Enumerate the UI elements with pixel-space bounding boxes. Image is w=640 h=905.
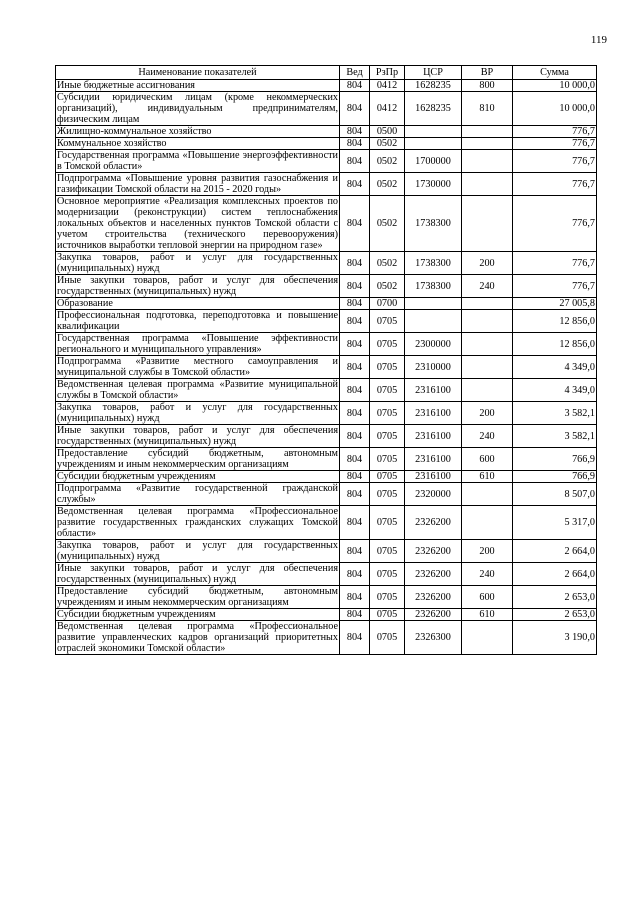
cell-sum: 2 664,0 bbox=[513, 563, 597, 586]
cell-ved: 804 bbox=[340, 173, 370, 196]
cell-csr: 1628235 bbox=[405, 80, 462, 92]
table-row bbox=[56, 173, 597, 196]
cell-vr: 240 bbox=[462, 425, 513, 448]
cell-name: Субсидии бюджетным учреждениям bbox=[56, 471, 340, 483]
cell-rzpr: 0705 bbox=[370, 448, 405, 471]
cell-name: Профессиональная подготовка, переподготовка и повышение квалификации bbox=[57, 310, 338, 332]
cell-csr: 1738300 bbox=[405, 275, 462, 298]
cell-csr: 2326200 bbox=[405, 586, 462, 609]
table-row bbox=[56, 379, 597, 402]
table-row bbox=[56, 275, 597, 298]
cell-ved: 804 bbox=[340, 126, 370, 138]
cell-rzpr: 0705 bbox=[370, 609, 405, 621]
cell-rzpr: 0705 bbox=[370, 586, 405, 609]
table-row bbox=[56, 310, 597, 333]
cell-sum: 2 653,0 bbox=[513, 609, 597, 621]
cell-name: Государственная программа «Повышение энергоэффективности в Томской области» bbox=[57, 150, 338, 172]
cell-rzpr: 0500 bbox=[370, 126, 405, 138]
cell-csr bbox=[405, 138, 462, 150]
cell-name: Подпрограмма «Развитие государственной гражданской службы» bbox=[57, 483, 338, 505]
header-name: Наименование показателей bbox=[56, 66, 340, 80]
cell-name: Субсидии бюджетным учреждениям bbox=[56, 609, 340, 621]
cell-sum: 12 856,0 bbox=[513, 310, 597, 333]
cell-sum: 776,7 bbox=[513, 126, 597, 138]
cell-csr: 2316100 bbox=[405, 425, 462, 448]
cell-rzpr: 0705 bbox=[370, 483, 405, 506]
table-row bbox=[56, 298, 597, 310]
cell-rzpr: 0705 bbox=[370, 540, 405, 563]
cell-ved: 804 bbox=[340, 379, 370, 402]
cell-ved: 804 bbox=[340, 92, 370, 126]
cell-name: Образование bbox=[56, 298, 340, 310]
table-row bbox=[56, 425, 597, 448]
cell-sum: 4 349,0 bbox=[513, 379, 597, 402]
cell-rzpr: 0705 bbox=[370, 471, 405, 483]
cell-ved: 804 bbox=[340, 310, 370, 333]
cell-rzpr: 0705 bbox=[370, 425, 405, 448]
cell-rzpr: 0705 bbox=[370, 563, 405, 586]
cell-csr: 2300000 bbox=[405, 333, 462, 356]
cell-vr bbox=[462, 379, 513, 402]
cell-ved: 804 bbox=[340, 483, 370, 506]
cell-csr: 1730000 bbox=[405, 173, 462, 196]
cell-csr: 2316100 bbox=[405, 448, 462, 471]
table-row bbox=[56, 252, 597, 275]
cell-rzpr: 0502 bbox=[370, 173, 405, 196]
cell-sum: 8 507,0 bbox=[513, 483, 597, 506]
cell-vr bbox=[462, 310, 513, 333]
cell-sum: 27 005,8 bbox=[513, 298, 597, 310]
cell-ved: 804 bbox=[340, 506, 370, 540]
cell-vr bbox=[462, 506, 513, 540]
cell-csr: 2326200 bbox=[405, 563, 462, 586]
cell-rzpr: 0502 bbox=[370, 150, 405, 173]
cell-csr: 1700000 bbox=[405, 150, 462, 173]
cell-ved: 804 bbox=[340, 540, 370, 563]
cell-sum: 776,7 bbox=[513, 150, 597, 173]
cell-ved: 804 bbox=[340, 425, 370, 448]
table-row bbox=[56, 609, 597, 621]
cell-vr bbox=[462, 196, 513, 252]
cell-vr: 600 bbox=[462, 448, 513, 471]
cell-vr: 200 bbox=[462, 252, 513, 275]
cell-csr: 2316100 bbox=[405, 379, 462, 402]
cell-csr: 2316100 bbox=[405, 402, 462, 425]
cell-name: Закупка товаров, работ и услуг для государственных (муниципальных) нужд bbox=[57, 252, 338, 274]
cell-csr: 2320000 bbox=[405, 483, 462, 506]
cell-ved: 804 bbox=[340, 609, 370, 621]
cell-csr: 1738300 bbox=[405, 252, 462, 275]
cell-rzpr: 0700 bbox=[370, 298, 405, 310]
table-row bbox=[56, 483, 597, 506]
table-row bbox=[56, 126, 597, 138]
cell-rzpr: 0705 bbox=[370, 356, 405, 379]
cell-csr: 2310000 bbox=[405, 356, 462, 379]
cell-ved: 804 bbox=[340, 298, 370, 310]
cell-name: Иные закупки товаров, работ и услуг для обеспечения государственных (муниципальных) нужд bbox=[57, 425, 338, 447]
cell-sum: 3 582,1 bbox=[513, 425, 597, 448]
cell-name: Ведомственная целевая программа «Профессиональное развитие управленческих кадров организаций приоритетных отраслей экономики Томской области» bbox=[57, 621, 338, 654]
cell-sum: 10 000,0 bbox=[513, 92, 597, 126]
table-row bbox=[56, 586, 597, 609]
cell-rzpr: 0705 bbox=[370, 333, 405, 356]
cell-sum: 5 317,0 bbox=[513, 506, 597, 540]
cell-name: Подпрограмма «Повышение уровня развития газоснабжения и газификации Томской области на 2015 - 2020 годы» bbox=[57, 173, 338, 195]
table-header-row bbox=[56, 66, 597, 80]
cell-ved: 804 bbox=[340, 586, 370, 609]
cell-ved: 804 bbox=[340, 356, 370, 379]
cell-ved: 804 bbox=[340, 402, 370, 425]
budget-table bbox=[55, 65, 597, 655]
cell-sum: 4 349,0 bbox=[513, 356, 597, 379]
header-ved: Вед bbox=[340, 66, 370, 80]
cell-vr bbox=[462, 356, 513, 379]
cell-sum: 776,7 bbox=[513, 275, 597, 298]
cell-csr: 2326200 bbox=[405, 506, 462, 540]
cell-vr: 200 bbox=[462, 540, 513, 563]
header-sum: Сумма bbox=[513, 66, 597, 80]
cell-vr bbox=[462, 173, 513, 196]
cell-name: Предоставление субсидий бюджетным, автономным учреждениям и иным некоммерческим организациям bbox=[57, 448, 338, 470]
cell-sum: 2 664,0 bbox=[513, 540, 597, 563]
cell-sum: 3 190,0 bbox=[513, 621, 597, 655]
table-row bbox=[56, 356, 597, 379]
table-row bbox=[56, 196, 597, 252]
cell-vr: 200 bbox=[462, 402, 513, 425]
page-number: 119 bbox=[590, 34, 607, 46]
cell-vr bbox=[462, 150, 513, 173]
cell-rzpr: 0705 bbox=[370, 379, 405, 402]
cell-vr: 610 bbox=[462, 471, 513, 483]
cell-ved: 804 bbox=[340, 80, 370, 92]
cell-ved: 804 bbox=[340, 333, 370, 356]
cell-rzpr: 0705 bbox=[370, 506, 405, 540]
table-row bbox=[56, 333, 597, 356]
cell-ved: 804 bbox=[340, 138, 370, 150]
cell-name: Закупка товаров, работ и услуг для государственных (муниципальных) нужд bbox=[57, 540, 338, 562]
cell-vr bbox=[462, 138, 513, 150]
cell-csr: 1628235 bbox=[405, 92, 462, 126]
cell-rzpr: 0502 bbox=[370, 138, 405, 150]
cell-rzpr: 0412 bbox=[370, 92, 405, 126]
header-rzpr: РзПр bbox=[370, 66, 405, 80]
cell-rzpr: 0502 bbox=[370, 252, 405, 275]
table-row bbox=[56, 150, 597, 173]
cell-csr: 2326200 bbox=[405, 540, 462, 563]
cell-csr: 2326200 bbox=[405, 609, 462, 621]
header-csr: ЦСР bbox=[405, 66, 462, 80]
cell-vr: 810 bbox=[462, 92, 513, 126]
table-row bbox=[56, 402, 597, 425]
cell-name: Государственная программа «Повышение эффективности регионального и муниципального управления» bbox=[57, 333, 338, 355]
cell-name: Подпрограмма «Развитие местного самоуправления и муниципальной службы в Томской области» bbox=[57, 356, 338, 378]
cell-sum: 776,7 bbox=[513, 173, 597, 196]
cell-rzpr: 0705 bbox=[370, 621, 405, 655]
cell-name: Закупка товаров, работ и услуг для государственных (муниципальных) нужд bbox=[57, 402, 338, 424]
cell-rzpr: 0705 bbox=[370, 310, 405, 333]
cell-csr: 2326300 bbox=[405, 621, 462, 655]
cell-ved: 804 bbox=[340, 275, 370, 298]
table-row bbox=[56, 92, 597, 126]
cell-name: Иные закупки товаров, работ и услуг для обеспечения государственных (муниципальных) нужд bbox=[57, 275, 338, 297]
header-vr: ВР bbox=[462, 66, 513, 80]
table-row bbox=[56, 563, 597, 586]
table-row bbox=[56, 448, 597, 471]
cell-vr: 600 bbox=[462, 586, 513, 609]
cell-vr: 240 bbox=[462, 275, 513, 298]
cell-ved: 804 bbox=[340, 252, 370, 275]
cell-vr: 800 bbox=[462, 80, 513, 92]
cell-ved: 804 bbox=[340, 150, 370, 173]
table-row bbox=[56, 540, 597, 563]
table-row bbox=[56, 506, 597, 540]
cell-sum: 3 582,1 bbox=[513, 402, 597, 425]
cell-ved: 804 bbox=[340, 471, 370, 483]
cell-name: Субсидии юридическим лицам (кроме некоммерческих организаций), индивидуальным предпринимателям, физическим лицам bbox=[57, 92, 338, 125]
table-row bbox=[56, 621, 597, 655]
table-row bbox=[56, 471, 597, 483]
cell-name: Ведомственная целевая программа «Развитие муниципальной службы в Томской области» bbox=[57, 379, 338, 401]
cell-csr: 2316100 bbox=[405, 471, 462, 483]
cell-rzpr: 0502 bbox=[370, 196, 405, 252]
cell-csr: 1738300 bbox=[405, 196, 462, 252]
cell-sum: 12 856,0 bbox=[513, 333, 597, 356]
cell-name: Основное мероприятие «Реализация комплексных проектов по модернизации (реконструкции) систем теплоснабжения локальных объектов и населенных пунктов Томской области с учетом строительства (технического перевооружения) источников выработки тепловой энергии на природном газе» bbox=[57, 196, 338, 251]
cell-sum: 2 653,0 bbox=[513, 586, 597, 609]
cell-sum: 766,9 bbox=[513, 471, 597, 483]
cell-ved: 804 bbox=[340, 621, 370, 655]
cell-sum: 766,9 bbox=[513, 448, 597, 471]
cell-name: Жилищно-коммунальное хозяйство bbox=[56, 126, 340, 138]
cell-rzpr: 0502 bbox=[370, 275, 405, 298]
cell-vr: 610 bbox=[462, 609, 513, 621]
cell-sum: 776,7 bbox=[513, 138, 597, 150]
cell-name: Предоставление субсидий бюджетным, автономным учреждениям и иным некоммерческим организациям bbox=[57, 586, 338, 608]
table-row bbox=[56, 80, 597, 92]
cell-ved: 804 bbox=[340, 196, 370, 252]
cell-vr bbox=[462, 298, 513, 310]
cell-name: Иные бюджетные ассигнования bbox=[56, 80, 340, 92]
cell-rzpr: 0412 bbox=[370, 80, 405, 92]
cell-vr bbox=[462, 333, 513, 356]
cell-rzpr: 0705 bbox=[370, 402, 405, 425]
table-row bbox=[56, 138, 597, 150]
cell-ved: 804 bbox=[340, 563, 370, 586]
cell-sum: 10 000,0 bbox=[513, 80, 597, 92]
cell-csr bbox=[405, 310, 462, 333]
cell-sum: 776,7 bbox=[513, 252, 597, 275]
cell-vr bbox=[462, 621, 513, 655]
cell-vr: 240 bbox=[462, 563, 513, 586]
cell-name: Иные закупки товаров, работ и услуг для обеспечения государственных (муниципальных) нужд bbox=[57, 563, 338, 585]
cell-vr bbox=[462, 483, 513, 506]
cell-name: Ведомственная целевая программа «Профессиональное развитие государственных гражданских служащих Томской области» bbox=[57, 506, 338, 539]
cell-name: Коммунальное хозяйство bbox=[56, 138, 340, 150]
cell-sum: 776,7 bbox=[513, 196, 597, 252]
cell-ved: 804 bbox=[340, 448, 370, 471]
cell-csr bbox=[405, 298, 462, 310]
cell-vr bbox=[462, 126, 513, 138]
cell-csr bbox=[405, 126, 462, 138]
